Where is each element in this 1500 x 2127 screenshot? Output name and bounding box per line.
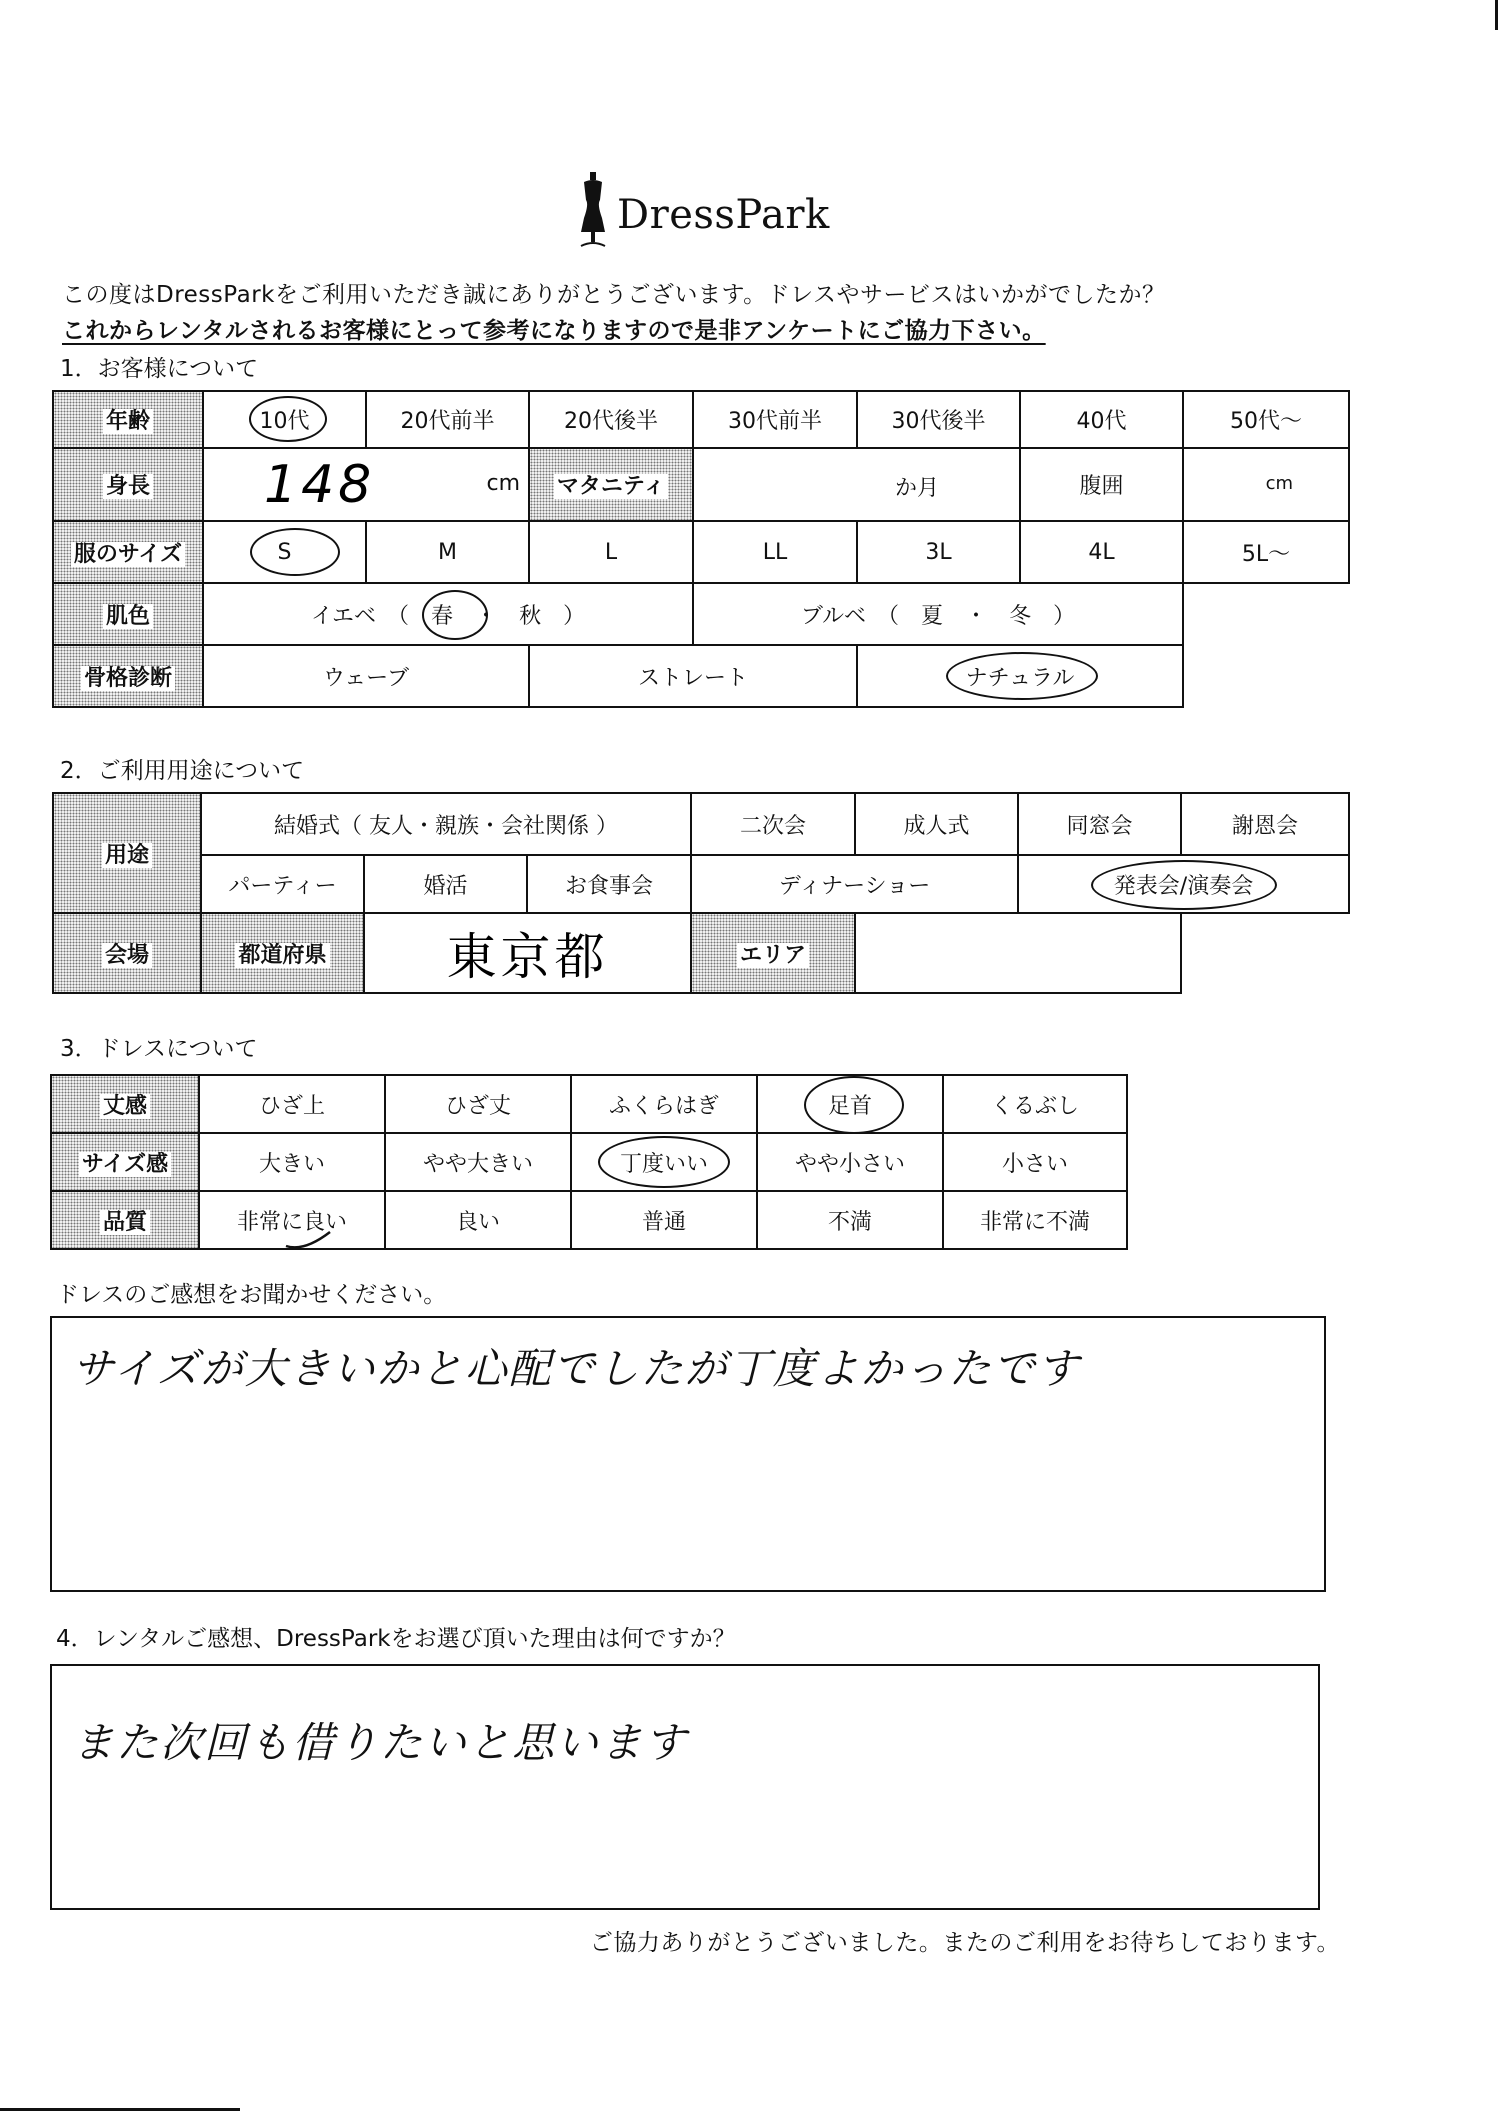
frame-option[interactable]: ウェーブ	[203, 645, 529, 707]
customer-table	[52, 390, 1350, 708]
usage-label: 用途	[53, 793, 201, 913]
quality-option[interactable]: 非常に良い	[199, 1191, 385, 1249]
dress-form-icon	[575, 170, 611, 250]
usage-option[interactable]: 発表会/演奏会	[1018, 855, 1349, 913]
skin-label: 肌色	[53, 583, 203, 645]
usage-table	[52, 792, 1350, 994]
fit-option[interactable]: やや小さい	[757, 1133, 943, 1191]
brand-name: DressPark	[617, 192, 830, 238]
empty-cell	[1183, 583, 1349, 645]
usage-option[interactable]: 成人式	[855, 793, 1018, 855]
usage-option[interactable]: 謝恩会	[1181, 793, 1349, 855]
size-label: 服のサイズ	[53, 521, 203, 583]
age-option[interactable]: 10代	[203, 391, 366, 448]
intro-request: これからレンタルされるお客様にとって参考になりますので是非アンケートにご協力下さい。	[62, 318, 1046, 344]
fit-option[interactable]: 丁度いい	[571, 1133, 757, 1191]
intro-text: この度はDressParkをご利用いただき誠にありがとうございます。ドレスやサービスはいかがでしたか？	[62, 282, 1166, 308]
section4-title: 4．レンタルご感想、DressParkをお選び頂いた理由は何ですか？	[56, 1626, 736, 1652]
age-option[interactable]: 20代後半	[529, 391, 693, 448]
size-option[interactable]: 5L～	[1183, 521, 1349, 583]
fit-label: サイズ感	[51, 1133, 199, 1191]
size-option[interactable]: LL	[693, 521, 857, 583]
age-option[interactable]: 20代前半	[366, 391, 529, 448]
frame-option[interactable]: ストレート	[529, 645, 857, 707]
empty-cell	[1183, 645, 1349, 707]
waist-label: 腹囲	[1020, 448, 1183, 521]
waist-field[interactable]: cm	[1183, 448, 1349, 521]
dresspark-logo	[575, 170, 875, 260]
venue-label: 会場	[53, 913, 201, 993]
comment-box[interactable]	[50, 1316, 1326, 1592]
selection-circle	[250, 528, 340, 576]
comment-prompt: ドレスのご感想をお聞かせください。	[56, 1282, 447, 1308]
dress-table	[50, 1074, 1128, 1250]
empty-cell	[1181, 913, 1349, 993]
length-option[interactable]: ひざ上	[199, 1075, 385, 1133]
reason-box[interactable]	[50, 1664, 1320, 1910]
quality-label: 品質	[51, 1191, 199, 1249]
size-option[interactable]: 3L	[857, 521, 1020, 583]
age-label: 年齢	[53, 391, 203, 448]
usage-option[interactable]: ディナーショー	[691, 855, 1018, 913]
prefecture-label: 都道府県	[201, 913, 364, 993]
section3-title: 3．ドレスについて	[60, 1036, 258, 1062]
comment-text: サイズが大きいかと心配でしたが丁度よかったです	[72, 1344, 1081, 1393]
height-label: 身長	[53, 448, 203, 521]
usage-option[interactable]: 同窓会	[1018, 793, 1181, 855]
size-option[interactable]: 4L	[1020, 521, 1183, 583]
age-option[interactable]: 30代後半	[857, 391, 1020, 448]
scan-edge-line	[0, 2108, 240, 2111]
section1-title: 1．お客様について	[60, 356, 259, 382]
length-option[interactable]: ふくらはぎ	[571, 1075, 757, 1133]
check-mark-icon	[280, 1226, 340, 1256]
maternity-field[interactable]: か月	[693, 448, 1020, 521]
age-option[interactable]: 40代	[1020, 391, 1183, 448]
section2-title: 2．ご利用用途について	[60, 758, 305, 784]
usage-option[interactable]: パーティー	[201, 855, 364, 913]
usage-option[interactable]: お食事会	[527, 855, 691, 913]
fit-option[interactable]: やや大きい	[385, 1133, 571, 1191]
size-option[interactable]: M	[366, 521, 529, 583]
area-label: エリア	[691, 913, 855, 993]
reason-text: また次回も借りたいと思います	[72, 1718, 689, 1767]
maternity-label: マタニティ	[529, 448, 693, 521]
fit-option[interactable]: 小さい	[943, 1133, 1127, 1191]
usage-option[interactable]: 二次会	[691, 793, 855, 855]
size-option[interactable]: S	[203, 521, 366, 583]
skin-yellow-option[interactable]: イエベ （ 春 ・ 秋 ）	[203, 583, 693, 645]
quality-option[interactable]: 不満	[757, 1191, 943, 1249]
age-option[interactable]: 50代～	[1183, 391, 1349, 448]
scan-edge-line	[1495, 0, 1498, 30]
height-field[interactable]	[203, 448, 529, 521]
length-option[interactable]: くるぶし	[943, 1075, 1127, 1133]
age-option[interactable]: 30代前半	[693, 391, 857, 448]
length-option[interactable]: ひざ丈	[385, 1075, 571, 1133]
footer-text: ご協力ありがとうございました。またのご利用をお待ちしております。	[589, 1930, 1340, 1956]
height-value: 148	[264, 455, 376, 515]
frame-option[interactable]: ナチュラル	[857, 645, 1183, 707]
quality-option[interactable]: 良い	[385, 1191, 571, 1249]
fit-option[interactable]: 大きい	[199, 1133, 385, 1191]
quality-option[interactable]: 非常に不満	[943, 1191, 1127, 1249]
height-unit: cm	[486, 471, 520, 496]
length-option[interactable]: 足首	[757, 1075, 943, 1133]
usage-option-wedding[interactable]: 結婚式（ 友人・親族・会社関係 ）	[201, 793, 691, 855]
area-field[interactable]	[855, 913, 1181, 993]
usage-option[interactable]: 婚活	[364, 855, 527, 913]
prefecture-field[interactable]: 東京都	[364, 913, 691, 993]
quality-option[interactable]: 普通	[571, 1191, 757, 1249]
length-label: 丈感	[51, 1075, 199, 1133]
size-option[interactable]: L	[529, 521, 693, 583]
skin-blue-option[interactable]: ブルベ （ 夏 ・ 冬 ）	[693, 583, 1183, 645]
frame-label: 骨格診断	[53, 645, 203, 707]
